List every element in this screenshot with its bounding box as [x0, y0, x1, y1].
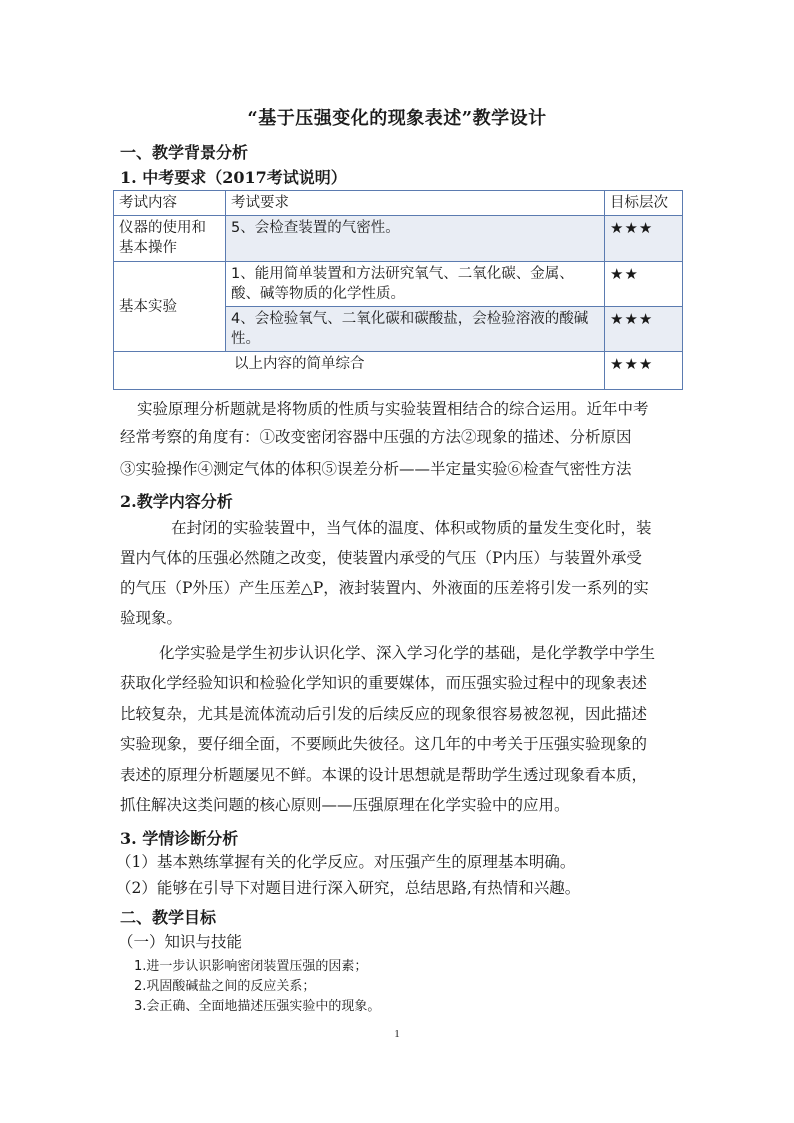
requirement-cell-summary: 以上内容的简单综合 — [114, 352, 605, 390]
paragraph-line: 在封闭的实验装置中，当气体的温度、体积或物质的量发生变化时，装 — [171, 519, 652, 537]
level-stars: ★★★ — [605, 216, 683, 262]
section-heading-background: 一、教学背景分析 — [120, 143, 249, 162]
paragraph-line: 的气压（P外压）产生压差△P，液封装置内、外液面的压差将引发一系列的实 — [120, 579, 649, 597]
page-number: 1 — [394, 1028, 400, 1040]
diagnosis-item: （1）基本熟练掌握有关的化学反应。对压强产生的原理基本明确。 — [116, 853, 576, 871]
exam-requirements-table — [113, 190, 683, 390]
document-title: “基于压强变化的现象表述”教学设计 — [247, 108, 547, 129]
level-stars: ★★★ — [605, 352, 683, 390]
category-basic-experiments: 基本实验 — [114, 262, 226, 352]
paragraph-line: 验现象。 — [120, 609, 183, 627]
table-header-row — [114, 191, 683, 216]
goal-item: 2.巩固酸碱盐之间的反应关系； — [134, 979, 316, 994]
subheading-knowledge-skills: （一）知识与技能 — [118, 933, 243, 951]
intro-line: 实验原理分析题就是将物质的性质与实验装置相结合的综合运用。近年中考 — [137, 400, 649, 418]
paragraph-line: 置内气体的压强必然随之改变，使装置内承受的气压（P内压）与装置外承受 — [120, 549, 642, 567]
level-stars: ★★★ — [605, 307, 683, 352]
paragraph-line: 化学实验是学生初步认识化学、深入学习化学的基础，是化学教学中学生 — [159, 644, 656, 662]
goal-item: 3.会正确、全面地描述压强实验中的现象。 — [134, 999, 381, 1014]
requirement-cell: 5、会检查装置的气密性。 — [226, 216, 605, 262]
paragraph-line: 表述的原理分析题屡见不鲜。本课的设计思想就是帮助学生透过现象看本质， — [120, 766, 648, 784]
header-target-level: 目标层次 — [605, 191, 683, 216]
subheading-learner-diagnosis: 3. 学情诊断分析 — [120, 829, 239, 848]
intro-line: 经常考察的角度有：①改变密闭容器中压强的方法②现象的描述、分析原因 — [120, 428, 632, 446]
category-instrument-operation: 仪器的使用和基本操作 — [114, 216, 226, 262]
requirement-cell: 4、会检验氧气、二氧化碳和碳酸盐，会检验溶液的酸碱性。 — [226, 307, 605, 352]
goal-item: 1.进一步认识影响密闭装置压强的因素； — [134, 959, 368, 974]
header-exam-requirement: 考试要求 — [226, 191, 605, 216]
table-row — [114, 216, 683, 262]
section-heading-teaching-goals: 二、教学目标 — [120, 908, 217, 927]
paragraph-line: 比较复杂，尤其是流体流动后引发的后续反应的现象很容易被忽视，因此描述 — [120, 705, 648, 723]
header-exam-content: 考试内容 — [114, 191, 226, 216]
table-row — [114, 262, 683, 307]
level-stars: ★★ — [605, 262, 683, 307]
table-row — [114, 352, 683, 390]
requirement-cell: 1、能用简单装置和方法研究氧气、二氧化碳、金属、酸、碱等物质的化学性质。 — [226, 262, 605, 307]
paragraph-line: 抓住解决这类问题的核心原则——压强原理在化学实验中的应用。 — [120, 796, 570, 814]
intro-line: ③实验操作④测定气体的体积⑤误差分析——半定量实验⑥检查气密性方法 — [120, 460, 632, 478]
subheading-content-analysis: 2.教学内容分析 — [120, 492, 233, 511]
paragraph-line: 实验现象，要仔细全面，不要顾此失彼径。这几年的中考关于压强实验现象的 — [120, 735, 648, 753]
diagnosis-item: （2）能够在引导下对题目进行深入研究，总结思路,有热情和兴趣。 — [116, 879, 581, 897]
subheading-exam-requirements: 1. 中考要求（2017考试说明） — [120, 168, 347, 187]
paragraph-line: 获取化学经验知识和检验化学知识的重要媒体，而压强实验过程中的现象表述 — [120, 674, 648, 692]
